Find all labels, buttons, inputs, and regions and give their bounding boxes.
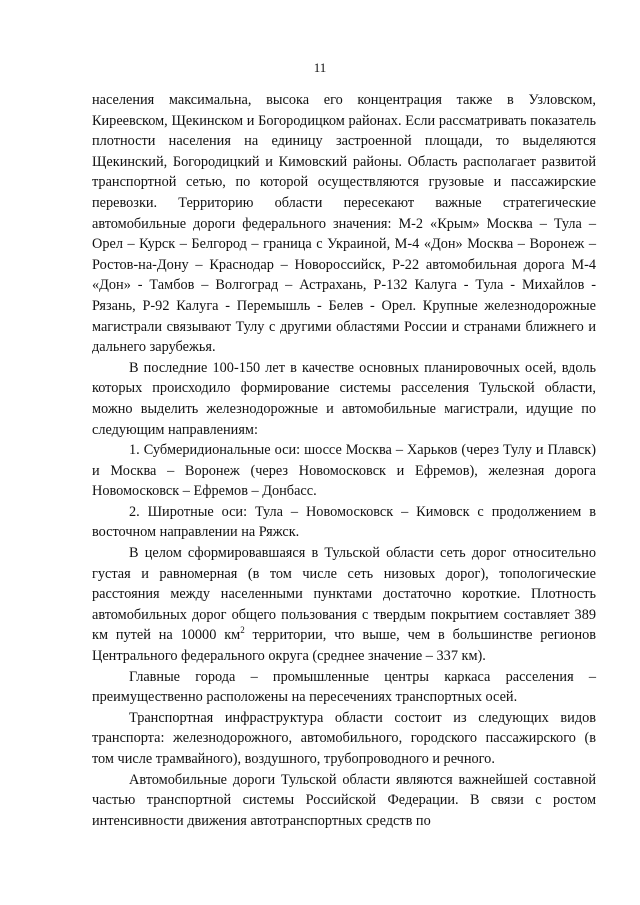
paragraph-road-density (92, 543, 596, 667)
paragraph-population-transport: населения максимальна, высока его концентрация также в Узловском, Киреевском, Щекинском и Богородицком районах. Если рассматривать показатель плотности населения на единицу застроенной площади, то выделяются Щекинский, Богородицкий и Кимовский районы. Область располагает развитой транспортной сетью, по которой осуществляются грузовые и пассажирские перевозки. Территорию области пересекают важные стратегические автомобильные дороги федерального значения: М-2 «Крым» Москва – Тула – Орел – Курск – Белгород – граница с Украиной, М-4 «Дон» Москва – Воронеж – Ростов-на-Дону – Краснодар – Новороссийск, Р-22 автомобильная дорога М-4 «Дон» - Тамбов – Волгоград – Астрахань, Р-132 Калуга - Тула - Михайлов - Рязань, Р-92 Калуга - Перемышль - Белев - Орел. Крупные железнодорожные магистрали связывают Тулу с другими областями России и странами ближнего и дальнего зарубежья. (92, 92, 596, 356)
paragraph-main-cities: Главные города – промышленные центры каркаса расселения – преимущественно расположены на пересечениях транспортных осей. (92, 668, 596, 706)
body-text (92, 90, 596, 831)
paragraph-submeridional-axes: 1. Субмеридиональные оси: шоссе Москва – Харьков (через Тулу и Плавск) и Москва – Воронеж (через Новомосковск и Ефремов), железная дорога Новомосковск – Ефремов – Донбасс. (92, 442, 596, 500)
squared-superscript: 2 (240, 625, 245, 636)
paragraph-planning-axes: В последние 100-150 лет в качестве основных планировочных осей, вдоль которых происходило формирование системы расселения Тульской области, можно выделить железнодорожные и автомобильные магистрали, идущие по следующим направлениям: (92, 359, 596, 438)
road-density-text-start: В целом сформировавшаяся в Тульской области сеть дорог относительно густая и равномерная (в том числе сеть низовых дорог), топологические расстояния между населенными пунктами достаточно короткие. Плотность автомобильных дорог общего пользования с твердым покрытием составляет 389 км путей на 10000 км (92, 545, 596, 644)
road-density-text-end: территории, что выше, чем в большинстве регионов Центрального федерального округа (среднее значение – 337 км). (92, 627, 596, 665)
paragraph-transport-infrastructure: Транспортная инфраструктура области состоит из следующих видов транспорта: железнодорожного, автомобильного, городского пассажирского (в том числе трамвайного), воздушного, трубопроводного и речного. (92, 709, 596, 767)
page-number: 11 (313, 60, 327, 75)
paragraph-federal-roads: Автомобильные дороги Тульской области являются важнейшей составной частью транспортной системы Российской Федерации. В связи с ростом интенсивности движения автотранспортных средств по (92, 771, 596, 829)
paragraph-latitudinal-axes: 2. Широтные оси: Тула – Новомосковск – Кимовск с продолжением в восточном направлении на Ряжск. (92, 503, 596, 541)
